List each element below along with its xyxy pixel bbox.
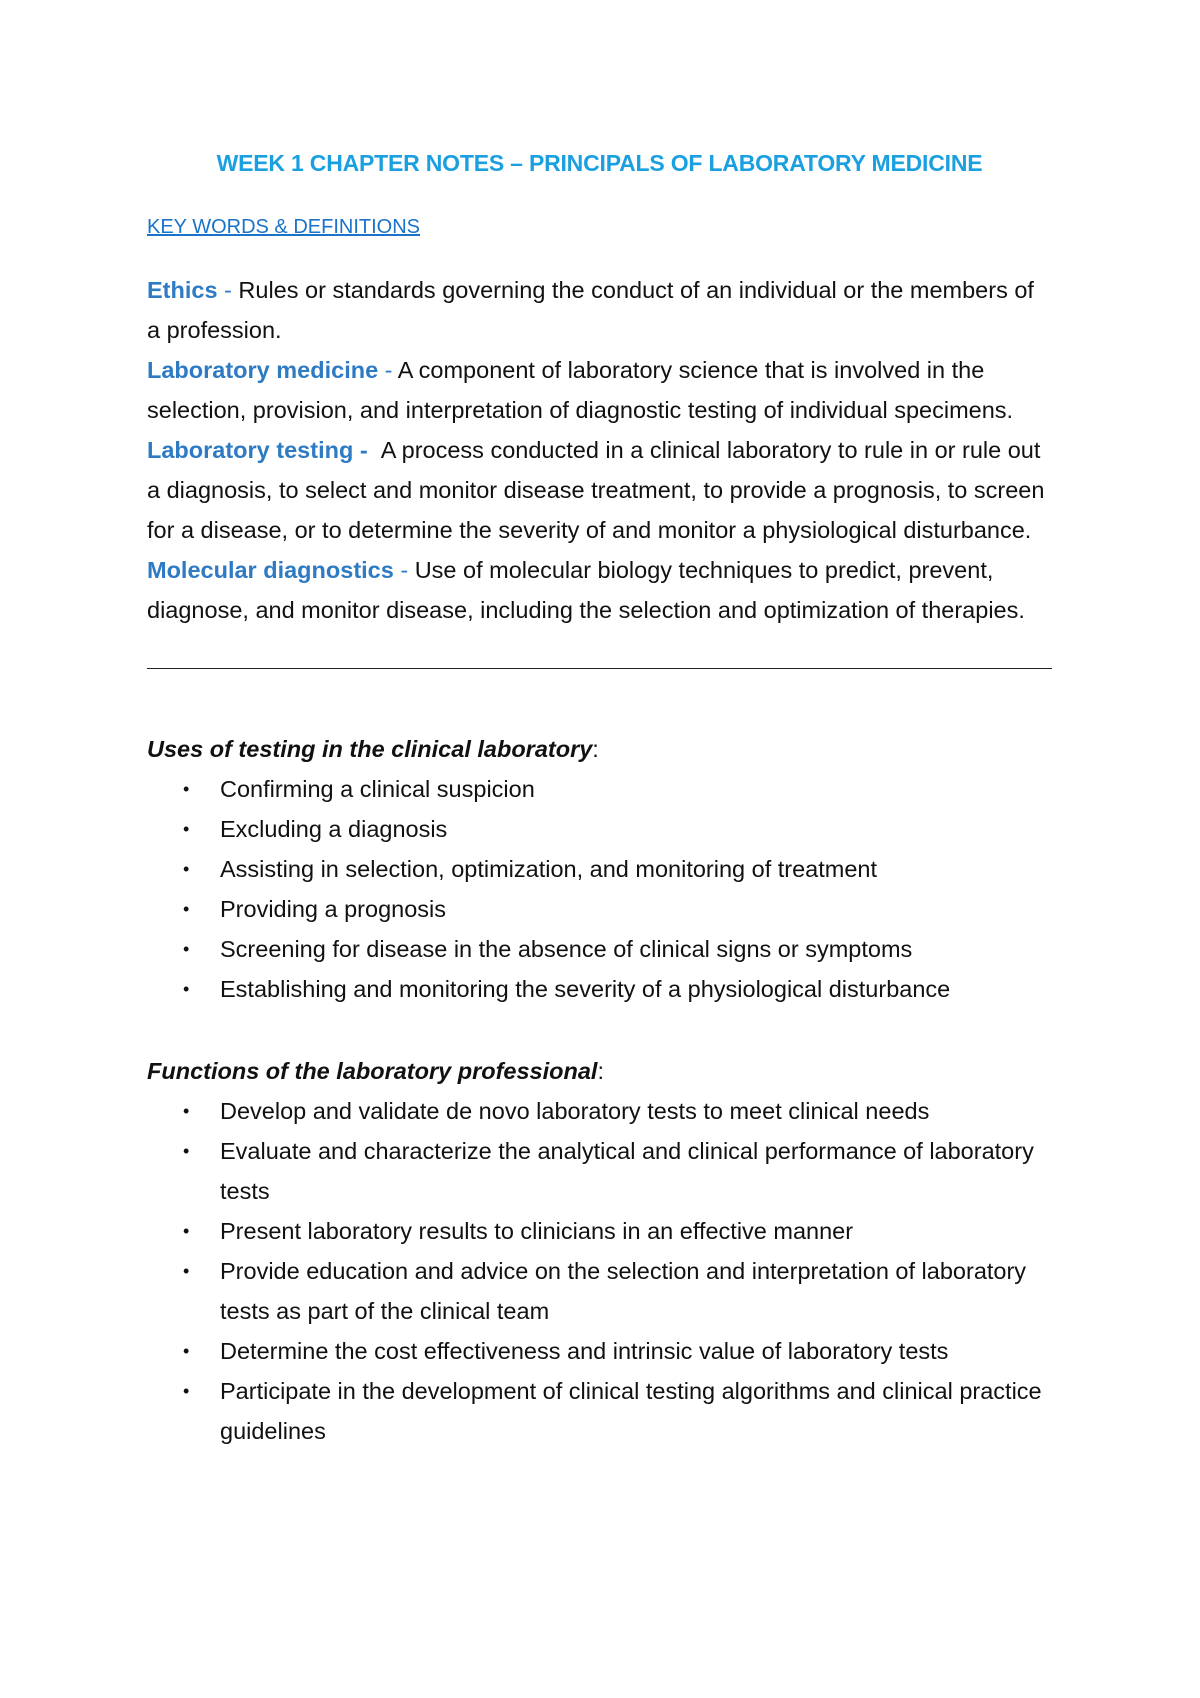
definition-separator: - bbox=[378, 357, 398, 383]
uses-heading bbox=[147, 729, 1052, 769]
list-item-text: Assisting in selection, optimization, and monitoring of treatment bbox=[220, 856, 878, 882]
list-item-text: Evaluate and characterize the analytical and clinical performance of laboratory tests bbox=[220, 1138, 1034, 1204]
bullet-icon: • bbox=[183, 859, 190, 879]
bullet-icon: • bbox=[183, 899, 190, 919]
list-item bbox=[147, 1091, 1052, 1131]
functions-heading-colon: : bbox=[597, 1058, 604, 1084]
definitions-list bbox=[147, 270, 1052, 630]
bullet-icon: • bbox=[183, 1381, 190, 1401]
definition-separator: - bbox=[393, 557, 415, 583]
list-item bbox=[147, 1251, 1052, 1331]
list-item bbox=[147, 1331, 1052, 1371]
uses-section bbox=[147, 729, 1052, 1009]
list-item-text: Determine the cost effectiveness and intrinsic value of laboratory tests bbox=[220, 1338, 949, 1364]
list-item bbox=[147, 809, 1052, 849]
definition-text: A component of laboratory science that is involved in the selection, provision, and interpretation of diagnostic testing of individual specimens. bbox=[147, 357, 1014, 423]
definition-laboratory-medicine bbox=[147, 350, 1052, 430]
bullet-icon: • bbox=[183, 1101, 190, 1121]
definition-laboratory-testing bbox=[147, 430, 1052, 550]
list-item-text: Confirming a clinical suspicion bbox=[220, 776, 535, 802]
definition-text: A process conducted in a clinical laboratory to rule in or rule out a diagnosis, to select and monitor disease treatment, to provide a prognosis, to screen for a disease, or to determine the severity of and monitor a physiological disturbance. bbox=[147, 437, 1045, 543]
definition-text: Use of molecular biology techniques to predict, prevent, diagnose, and monitor disease, including the selection and optimization of therapies. bbox=[147, 557, 1025, 623]
functions-heading bbox=[147, 1051, 1052, 1091]
list-item bbox=[147, 769, 1052, 809]
list-item-text: Establishing and monitoring the severity of a physiological disturbance bbox=[220, 976, 951, 1002]
definition-term: Laboratory medicine bbox=[147, 357, 379, 383]
uses-list bbox=[147, 769, 1052, 1009]
functions-heading-text: Functions of the laboratory professional bbox=[147, 1058, 598, 1084]
list-item bbox=[147, 849, 1052, 889]
definition-text: Rules or standards governing the conduct of an individual or the members of a profession. bbox=[147, 277, 1034, 343]
bullet-icon: • bbox=[183, 1261, 190, 1281]
bullet-icon: • bbox=[183, 779, 190, 799]
bullet-icon: • bbox=[183, 1341, 190, 1361]
key-words-heading: KEY WORDS & DEFINITIONS bbox=[147, 216, 420, 238]
list-item-text: Providing a prognosis bbox=[220, 896, 446, 922]
bullet-icon: • bbox=[183, 979, 190, 999]
functions-list bbox=[147, 1091, 1052, 1451]
definition-molecular-diagnostics bbox=[147, 550, 1052, 630]
list-item-text: Present laboratory results to clinicians in an effective manner bbox=[220, 1218, 854, 1244]
list-item-text: Screening for disease in the absence of clinical signs or symptoms bbox=[220, 936, 913, 962]
definition-term: Ethics bbox=[147, 277, 218, 303]
bullet-icon: • bbox=[183, 1141, 190, 1161]
uses-heading-colon: : bbox=[592, 736, 599, 762]
uses-heading-text: Uses of testing in the clinical laboratory bbox=[147, 736, 593, 762]
bullet-icon: • bbox=[183, 819, 190, 839]
list-item bbox=[147, 1371, 1052, 1451]
page-title: WEEK 1 CHAPTER NOTES – PRINCIPALS OF LABORATORY MEDICINE bbox=[216, 150, 983, 176]
definition-separator: - bbox=[353, 437, 381, 463]
section-divider bbox=[147, 668, 1052, 669]
list-item bbox=[147, 1131, 1052, 1211]
definition-separator: - bbox=[217, 277, 239, 303]
bullet-icon: • bbox=[183, 1221, 190, 1241]
list-item bbox=[147, 969, 1052, 1009]
list-item-text: Provide education and advice on the selection and interpretation of laboratory tests as part of the clinical team bbox=[220, 1258, 1027, 1324]
definition-term: Laboratory testing bbox=[147, 437, 354, 463]
definition-ethics bbox=[147, 270, 1052, 350]
list-item-text: Participate in the development of clinical testing algorithms and clinical practice guidelines bbox=[220, 1378, 1042, 1444]
list-item-text: Excluding a diagnosis bbox=[220, 816, 448, 842]
list-item-text: Develop and validate de novo laboratory tests to meet clinical needs bbox=[220, 1098, 930, 1124]
definition-term: Molecular diagnostics bbox=[147, 557, 394, 583]
list-item bbox=[147, 1211, 1052, 1251]
list-item bbox=[147, 889, 1052, 929]
document-page bbox=[147, 148, 1052, 1451]
list-item bbox=[147, 929, 1052, 969]
bullet-icon: • bbox=[183, 939, 190, 959]
functions-section bbox=[147, 1051, 1052, 1451]
